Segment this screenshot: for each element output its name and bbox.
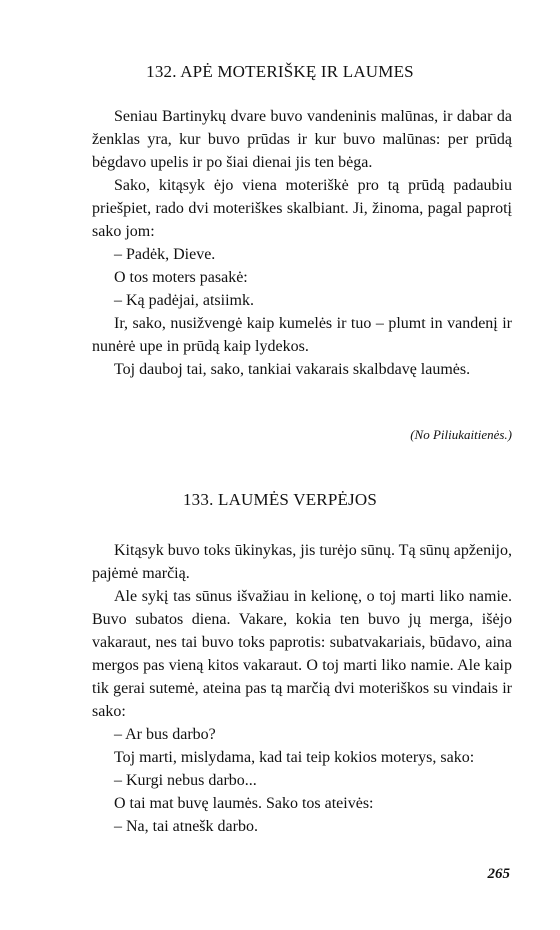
dialogue-line: – Ką padėjai, atsiimk. xyxy=(114,292,254,309)
page-number: 265 xyxy=(487,866,510,882)
section-title-133: 133. LAUMĖS VERPĖJOS xyxy=(182,490,378,509)
section-title-132: 132. APĖ MOTERIŠKĘ IR LAUMES xyxy=(146,62,414,81)
paragraph: Seniau Bartinykų dvare buvo vandeninis malūnas, ir dabar da ženklas yra, kur buvo prūdas ir kur buvo malūnas: per prūdą bėgdavo upelis ir po šiai dienai jis ten bėga. xyxy=(92,108,512,171)
story-132-body xyxy=(92,105,512,381)
story-133-body xyxy=(92,539,512,838)
paragraph: O tos moters pasakė: xyxy=(114,269,248,286)
paragraph: Kitąsyk buvo toks ūkinykas, jis turėjo sūnų. Tą sūnų apženijo, pajėmė marčią. xyxy=(92,542,512,582)
source-attribution: (No Piliukaitienės.) xyxy=(410,427,512,442)
dialogue-line: – Kurgi nebus darbo... xyxy=(114,772,257,789)
paragraph: Ir, sako, nusižvengė kaip kumelės ir tuo – plumt in vandenį ir nunėrė upe in prūdą kaip lydekos. xyxy=(92,315,512,355)
dialogue-line: – Na, tai atnešk darbo. xyxy=(114,818,258,835)
dialogue-line: – Ar bus darbo? xyxy=(114,726,216,743)
paragraph: Ale sykį tas sūnus išvažiau in kelionę, o toj marti liko namie. Buvo subatos diena. Vakare, kokia ten buvo jų merga, išėjo vakaraut, nes tai buvo toks paprotis: subatvakariais, būdavo, aina mergos pas vieną kitos vakaraut. O toj marti liko namie. Ale kaip tik gerai sutemė, ateina pas tą marčią dvi moteriškos su vindais ir sako: xyxy=(92,588,512,720)
paragraph: Sako, kitąsyk ėjo viena moteriškė pro tą prūdą padaubiu priešpiet, rado dvi moteriškes skalbiant. Ji, žinoma, pagal paprotį sako jom: xyxy=(92,177,512,240)
paragraph: O tai mat buvę laumės. Sako tos ateivės: xyxy=(114,795,374,812)
paragraph: Toj marti, mislydama, kad tai teip kokios moterys, sako: xyxy=(114,749,475,766)
paragraph: Toj dauboj tai, sako, tankiai vakarais skalbdavę laumės. xyxy=(114,361,471,378)
dialogue-line: – Padėk, Dieve. xyxy=(114,246,216,263)
